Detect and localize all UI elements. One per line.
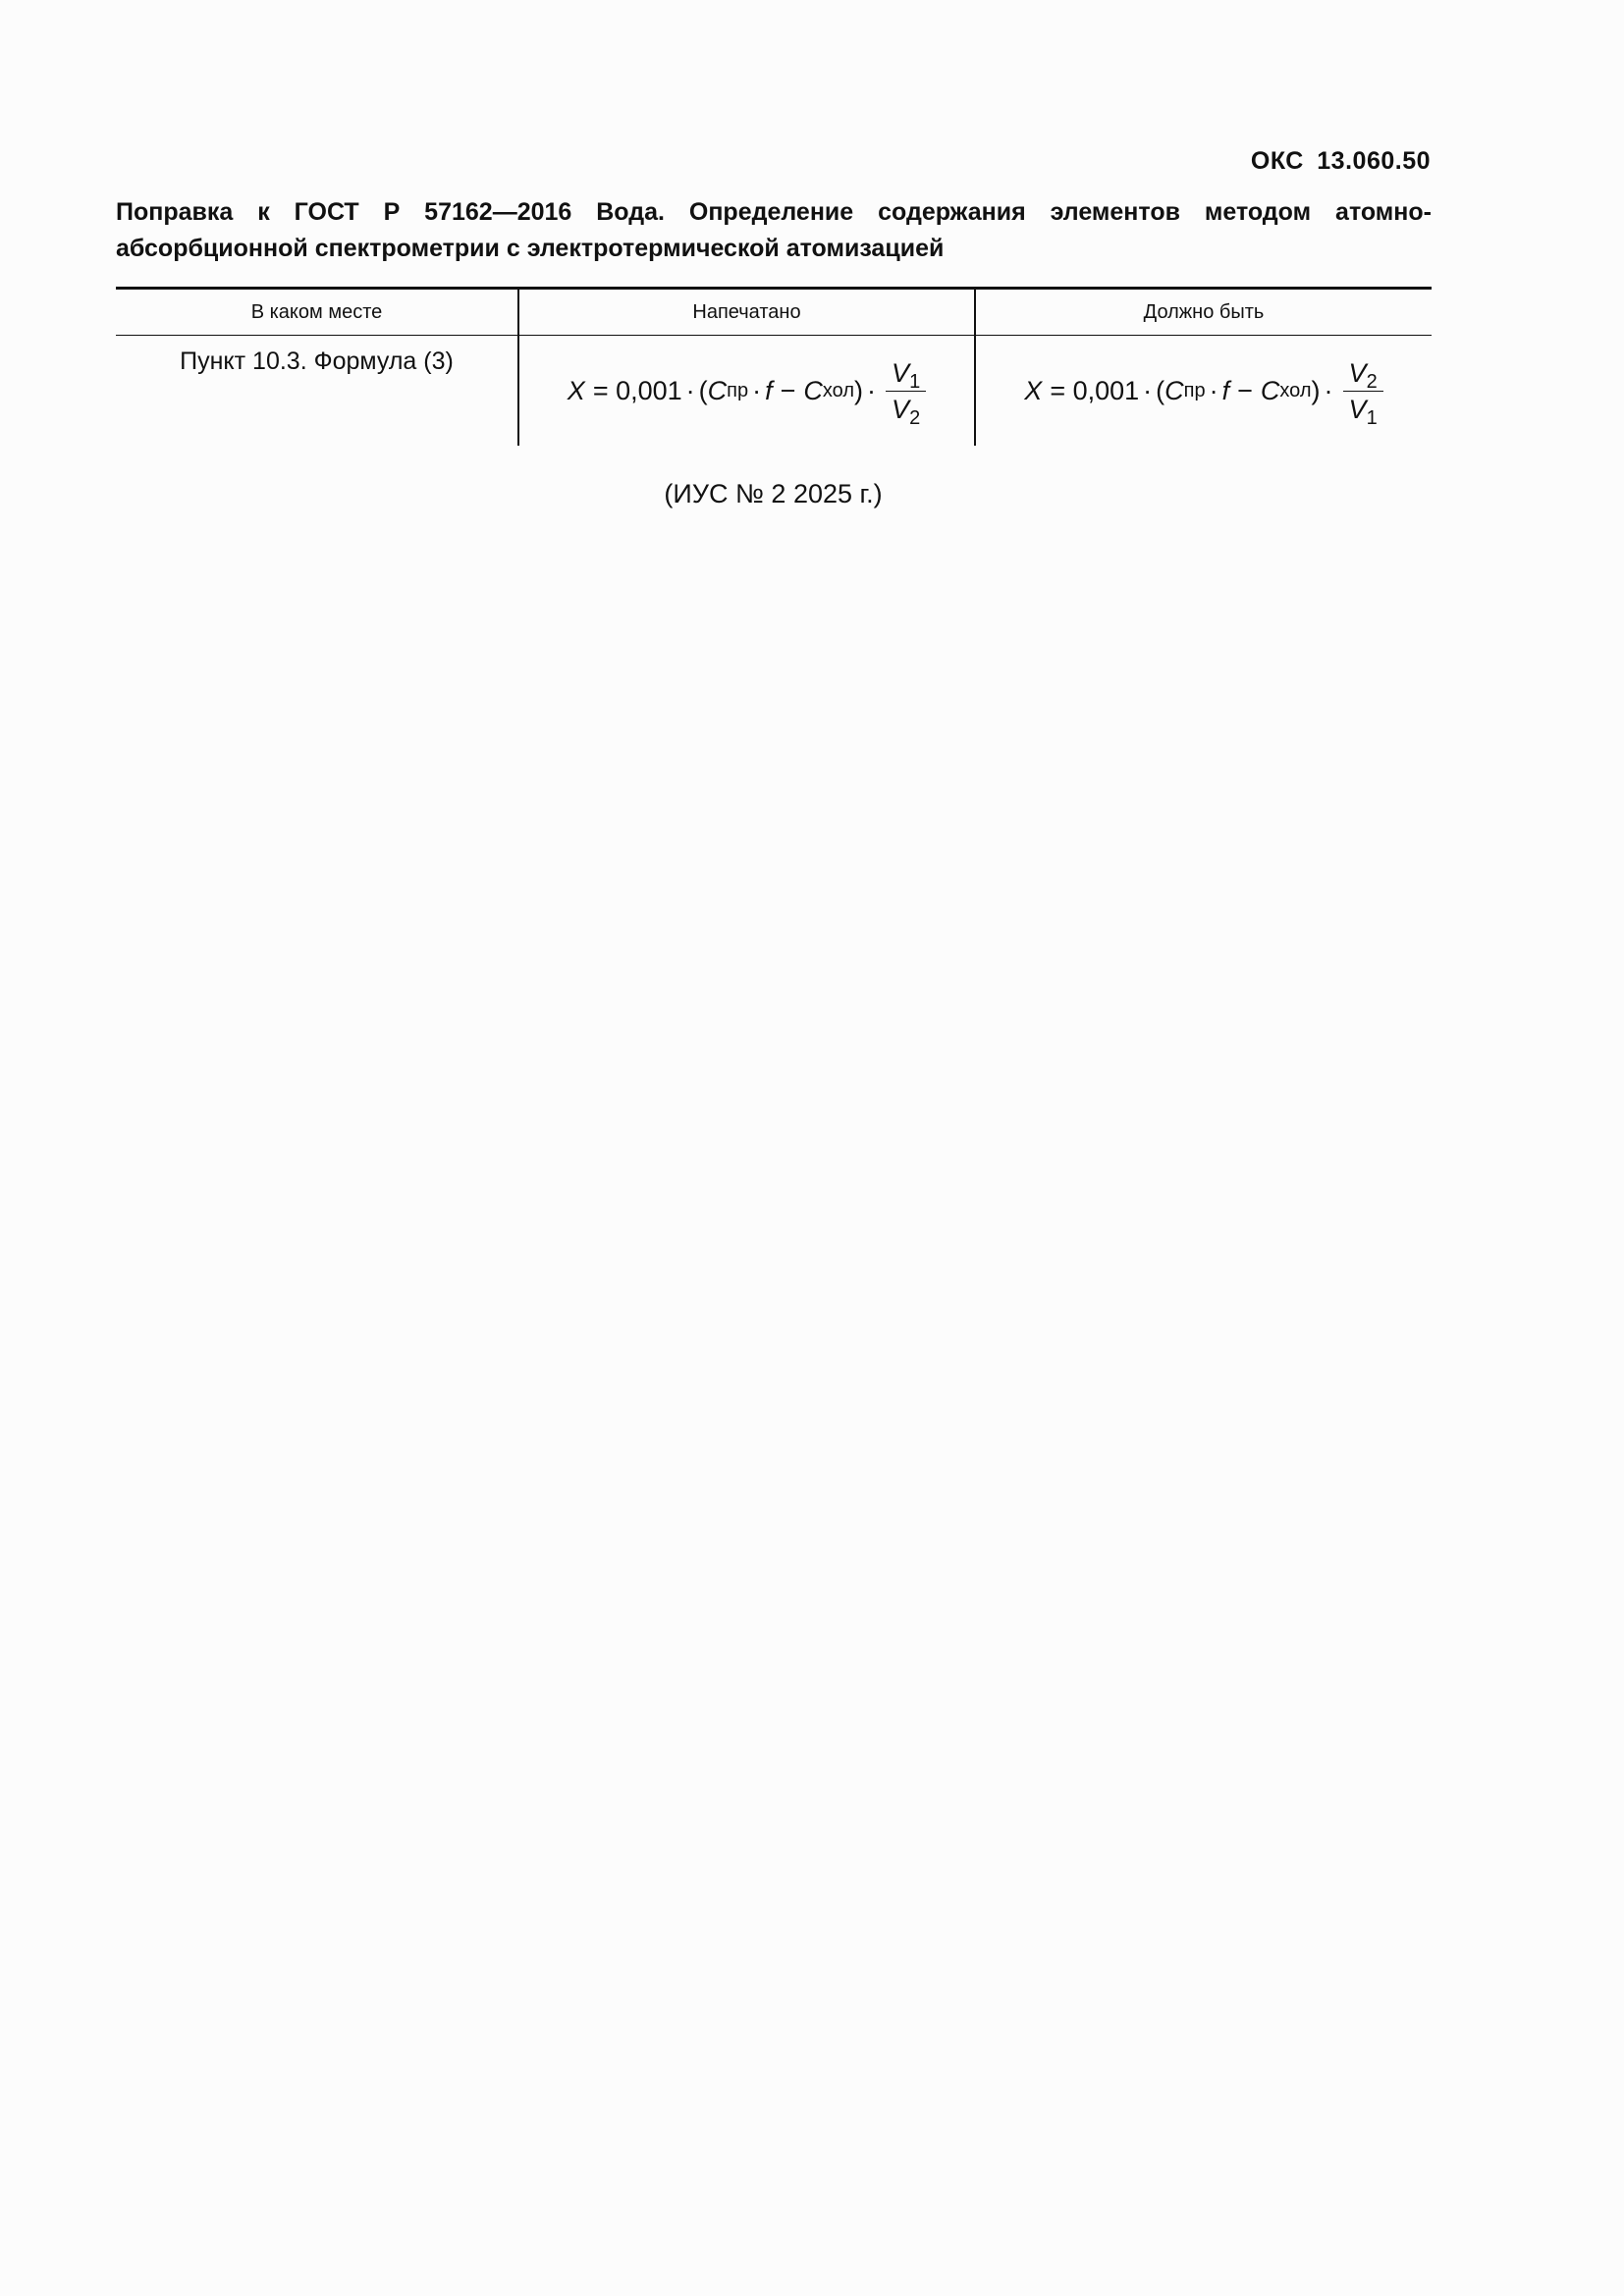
formula-coefficient: = 0,001 bbox=[592, 375, 682, 405]
formula-c-pr: C bbox=[1164, 375, 1184, 405]
cell-place bbox=[116, 336, 518, 447]
formula-fraction: $\frac{V_2}{V_1}$ bbox=[1343, 358, 1383, 424]
formula-c-hol: C bbox=[803, 375, 823, 405]
title-line-2: абсорбционной спектрометрии с электротермической атомизацией bbox=[116, 235, 945, 262]
formula-x: X bbox=[1024, 375, 1043, 405]
cell-printed bbox=[518, 336, 975, 447]
place-text: Пункт 10.3. Формула (3) bbox=[180, 347, 454, 375]
header-printed: Напечатано bbox=[518, 289, 975, 336]
ius-reference: (ИУС № 2 2025 г.) bbox=[664, 479, 883, 508]
formula-x: X bbox=[567, 375, 585, 405]
correction-table bbox=[116, 287, 1432, 446]
oks-code: ОКС 13.060.50 bbox=[1250, 147, 1431, 175]
formula-c-pr: C bbox=[707, 375, 728, 405]
correct-formula: X = 0,001 · ( C пр · f − C хол ) · $\frac{V_2}{V_1}$ bbox=[976, 336, 1432, 446]
printed-formula: X = 0,001 · ( C пр · f − C хол ) · $\frac{V_1}{V_2}$ bbox=[519, 336, 974, 446]
header-correct: Должно быть bbox=[975, 289, 1432, 336]
formula-c-hol: C bbox=[1260, 375, 1280, 405]
cell-correct bbox=[975, 336, 1432, 447]
formula-fraction: $\frac{V_1}{V_2}$ bbox=[886, 358, 926, 424]
header-place: В каком месте bbox=[116, 289, 518, 336]
table-row bbox=[116, 336, 1432, 447]
table-header-row bbox=[116, 289, 1432, 336]
formula-coefficient: = 0,001 bbox=[1050, 375, 1140, 405]
formula-f: f bbox=[1221, 375, 1230, 405]
document-title bbox=[116, 194, 1432, 267]
title-line-1: Поправка к ГОСТ Р 57162—2016 Вода. Определение содержания элементов методом атомно- bbox=[116, 198, 1432, 226]
formula-f: f bbox=[765, 375, 773, 405]
